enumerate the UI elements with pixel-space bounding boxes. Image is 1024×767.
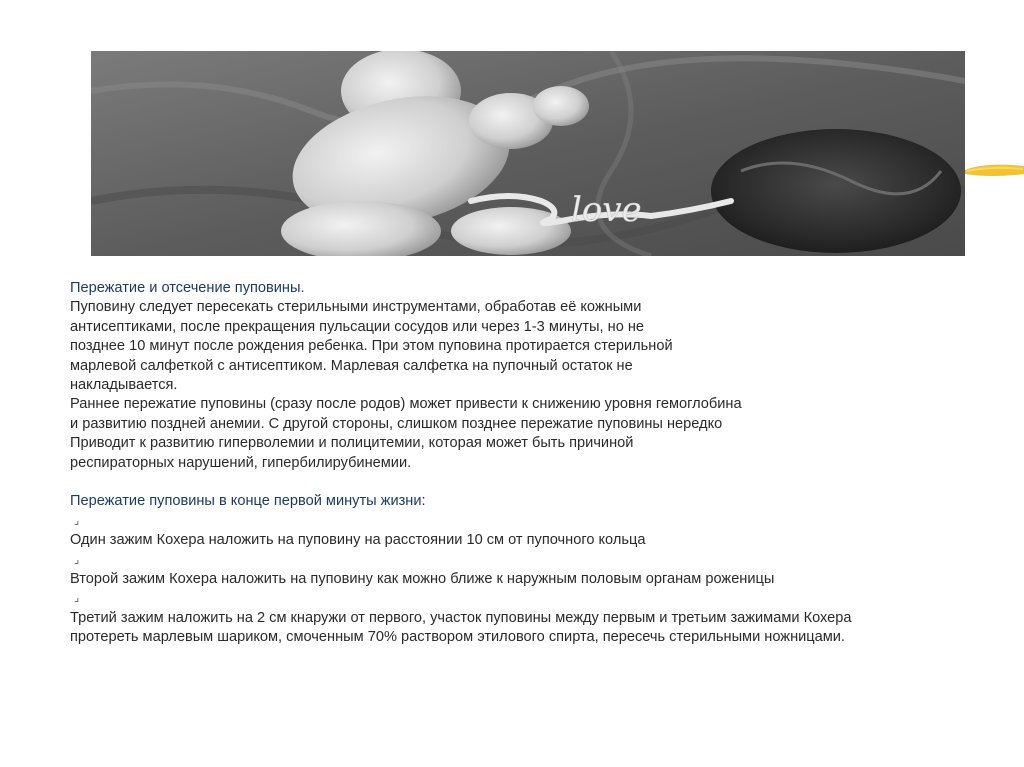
- bullet-icon: ⌟: [74, 553, 80, 566]
- bullet-icon: ⌟: [74, 592, 80, 605]
- newborn-with-umbilical-cord-photo: [91, 51, 965, 256]
- section2-title-colon: :: [421, 493, 426, 510]
- section1-line: антисептиками, после прекращения пульсации сосудов или через 1-3 минуты, но не: [70, 318, 645, 335]
- section1-line: накладывается.: [70, 377, 178, 394]
- section2-title: [70, 492, 1000, 511]
- spacer: [70, 473, 1000, 492]
- section1-line: марлевой салфеткой с антисептиком. Марлевая салфетка на пупочный остаток не: [70, 357, 633, 374]
- yellow-accent-stripe: [965, 160, 1024, 180]
- step-item: Третий зажим наложить на 2 см кнаружи от первого, участок пуповины между первым и третьим зажимами Кохера: [70, 609, 852, 626]
- section1-line: позднее 10 минут после рождения ребенка. При этом пуповина протирается стерильной: [70, 338, 673, 355]
- section1-line: Пуповину следует пересекать стерильными инструментами, обработав её кожными: [70, 299, 642, 316]
- main-text: [70, 279, 1000, 648]
- step-item: Один зажим Кохера наложить на пуповину на расстоянии 10 см от пупочного кольца: [70, 532, 646, 549]
- section1-line: Раннее пережатие пуповины (сразу после родов) может привести к снижению уровня гемоглобина: [70, 396, 742, 413]
- step-item: Второй зажим Кохера наложить на пуповину как можно ближе к наружным половым органам роженицы: [70, 571, 775, 588]
- section1-title: Пережатие и отсечение пуповины.: [70, 280, 305, 296]
- bullet-icon: ⌟: [74, 514, 80, 527]
- cord-love-text: love: [571, 190, 642, 230]
- section1-line: Приводит к развитию гиперволемии и полицитемии, которая может быть причиной: [70, 435, 634, 452]
- step-item: протереть марлевым шариком, смоченным 70% раствором этилового спирта, пересечь стерильными ножницами.: [70, 629, 845, 646]
- newborn-photo: [91, 51, 965, 256]
- section1-line: и развитию поздней анемии. С другой стороны, слишком позднее пережатие пуповины нередко: [70, 415, 723, 432]
- section2-title-text: Пережатие пуповины в конце первой минуты жизни: [70, 493, 422, 510]
- section1-line: респираторных нарушений, гипербилирубинемии.: [70, 454, 412, 471]
